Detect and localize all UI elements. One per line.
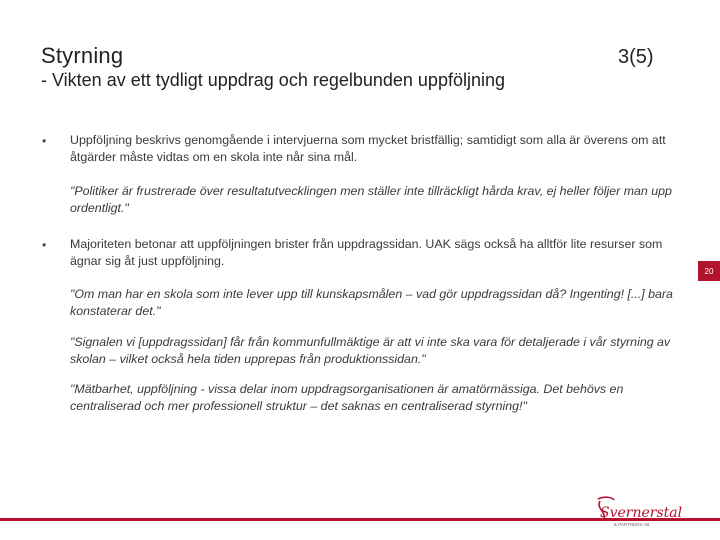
bullet-text-1: Uppföljning beskrivs genomgående i intervjuerna som mycket bristfällig; samtidigt som alla är överens om att åtgärder måste vidtas om en skola inte når sina mål.	[70, 133, 666, 164]
bullet-text-2: Majoriteten betonar att uppföljningen brister från uppdragssidan. UAK sägs också ha alltför lite resurser som ägnar sig åt just uppföljning.	[70, 237, 663, 268]
quote-4: "Mätbarhet, uppföljning - vissa delar inom uppdragsorganisationen är amatörmässiga. Det behövs en centraliserad och mer professionell struktur – det saknas en centraliserad styrning!"	[70, 382, 624, 413]
bullet-marker: •	[42, 238, 47, 252]
quote-3: "Signalen vi [uppdragssidan] får från kommunfullmäktige är att vi inte ska vara för detaljerade i vår styrning av skolan – vilket också hela tiden upprepas från produktionssidan."	[70, 335, 671, 366]
quote-1: "Politiker är frustrerade över resultatutvecklingen men ställer inte tillräckligt hårda krav, ej heller följer man upp ordentligt."	[70, 184, 672, 215]
company-logo	[592, 495, 683, 529]
logo-text: Svernerstal	[600, 505, 683, 521]
bullet-marker: •	[42, 134, 47, 148]
quote-2: "Om man har en skola som inte lever upp till kunskapsmålen – vad gör uppdragssidan då? Ingenting! [...] bara konstaterar det."	[70, 287, 673, 318]
slide-subtitle: - Vikten av ett tydligt uppdrag och regelbunden uppföljning	[41, 70, 505, 90]
logo-tagline: & PARTNERS AB	[614, 522, 650, 527]
slide-title: Styrning	[41, 43, 124, 68]
page-count: 3(5)	[618, 46, 654, 68]
slide-number-badge: 20	[698, 261, 720, 281]
